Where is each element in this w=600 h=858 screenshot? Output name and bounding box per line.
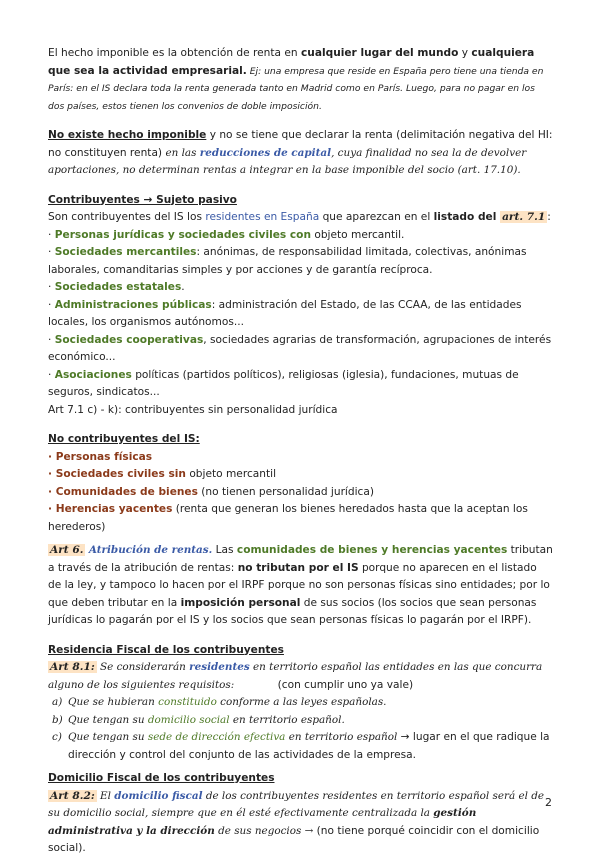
contribuyentes-footer: Art 7.1 c) - k): contribuyentes sin personalidad jurídica: [48, 403, 338, 416]
section-title: Domicilio Fiscal de los contribuyentes: [48, 772, 275, 784]
list-item: a) Que se hubieran constituido conforme a las leyes españolas.: [52, 696, 387, 708]
section-title: Contribuyentes → Sujeto pasivo: [48, 193, 237, 206]
list-item: · Sociedades cooperativas, sociedades agrarias de transformación, agrupaciones de interés económico...: [48, 333, 552, 363]
list-item: · Sociedades mercantiles: anónimas, de responsabilidad limitada, colectivas, anónimas laborales, comanditarias simples y por acciones y de garantía recíproca.: [48, 246, 527, 276]
page-number: 2: [545, 796, 552, 809]
art82-paragraph: Art 8.2: El domicilio fiscal de los contribuyentes residentes en territorio español será el de su domicilio social, siempre que en él esté efectivamente centralizada la gestión administrativa y la dirección de sus negocios → (no tiene porqué coincidir con el domicilio social).: [48, 789, 545, 854]
section-residencia: [48, 642, 553, 765]
list-item: · Administraciones públicas: administración del Estado, de las CCAA, de las entidades locales, los organismos autónomos...: [48, 298, 522, 328]
paragraph-no-hecho-imponible: No existe hecho imponible y no se tiene que declarar la renta (delimitación negativa del HI: no constituyen renta) en las reducciones de capital, cuya finalidad no sea la de devolver aportaciones, no determinan rentas a integrar en la base imponible del socio (art. 17.10).: [48, 129, 553, 176]
paragraph-art6: Art 6. Atribución de rentas. Las comunidades de bienes y herencias yacentes tributan a través de la atribución de rentas: no tributan por el IS porque no aparecen en el listado de la ley, y tampoco lo hacen por el IRPF porque no son personas físicas sino entidades; por lo que deben tributar en la imposición personal de sus socios (los socios que sean personas jurídicas lo pagarán por el IS y los socios que sean personas físicas lo pagarán por el IRPF).: [48, 544, 553, 626]
section-domicilio: [48, 770, 553, 858]
list-item: · Sociedades estatales.: [48, 281, 185, 293]
list-item: c) Que tengan su sede de dirección efectiva en territorio español → lugar en el que radique la dirección y control del conjunto de las actividades de la empresa.: [52, 731, 550, 761]
list-item: · Personas físicas: [48, 450, 153, 463]
document-page: [48, 45, 553, 858]
section-title: No contribuyentes del IS:: [48, 433, 200, 445]
list-item: · Sociedades civiles sin objeto mercantil: [48, 468, 277, 480]
list-item: · Herencias yacentes (renta que generan los bienes heredados hasta que la aceptan los herederos): [48, 503, 528, 533]
paragraph-hecho-imponible: El hecho imponible es la obtención de renta en cualquier lugar del mundo y cualquiera que sea la actividad empresarial. Ej: una empresa que reside en España pero tiene una tienda en París: en el IS declara toda la renta generada tanto en Madrid como en París. Luego, para no pagar en los dos países, estos tienen los convenios de doble imposición.: [48, 47, 544, 112]
contribuyentes-intro: Son contribuyentes del IS los residentes en España que aparezcan en el listado del art. 7.1 :: [48, 211, 551, 223]
list-item: · Asociaciones políticas (partidos políticos), religiosas (iglesia), fundaciones, mutuas de seguros, sindicatos...: [48, 368, 519, 398]
section-contribuyentes: [48, 192, 553, 420]
list-item: b) Que tengan su domicilio social en territorio español.: [52, 713, 345, 726]
section-title: Residencia Fiscal de los contribuyentes: [48, 643, 284, 656]
list-item: · Personas jurídicas y sociedades civiles con objeto mercantil.: [48, 228, 405, 241]
section-no-contribuyentes: [48, 431, 553, 536]
art81-paragraph: Art 8.1: Se considerarán residentes en territorio español las entidades en las que concurra alguno de los siguientes requisitos: (con cumplir uno ya vale): [48, 661, 543, 691]
list-item: · Comunidades de bienes (no tienen personalidad jurídica): [48, 485, 374, 498]
